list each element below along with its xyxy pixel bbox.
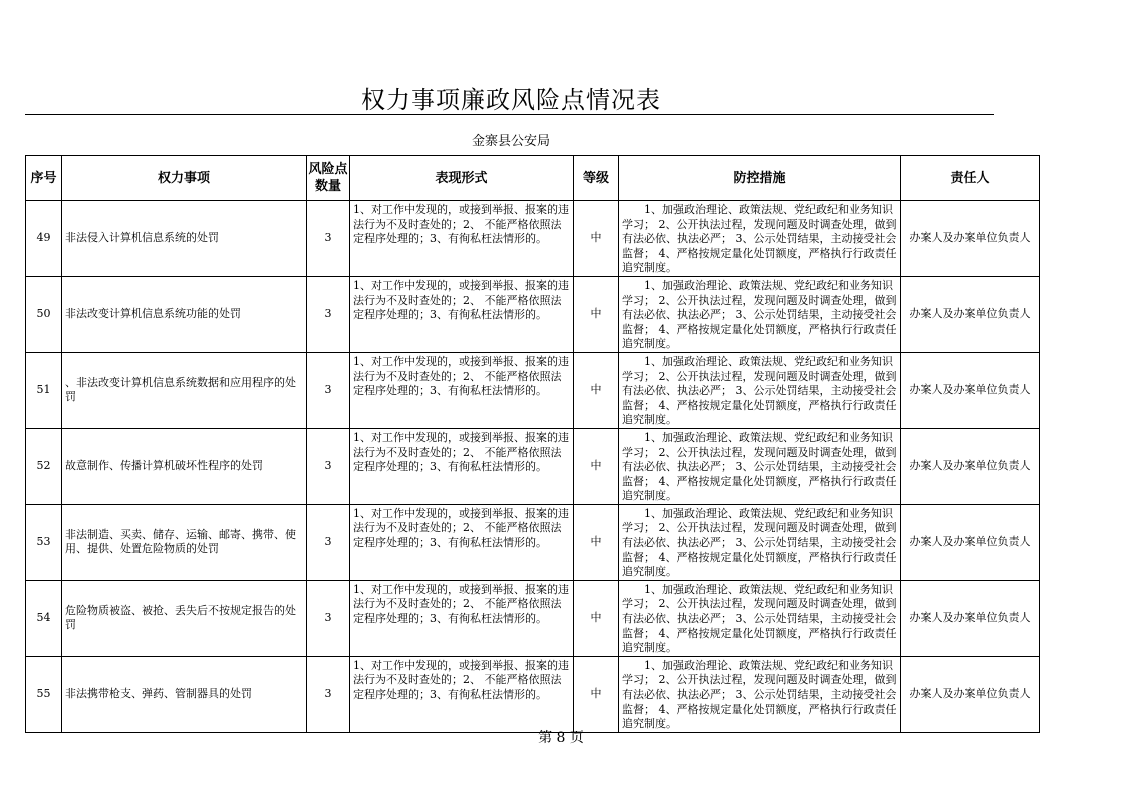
cell-form [350,656,574,732]
cell-control [619,276,901,352]
header-level: 等级 [574,156,619,201]
cell-control-text: 1、加强政治理论、政策法规、党纪政纪和业务知识学习； 2、公开执法过程，发现问题及时调查处理，做到有法必依、执法必严； 3、公示处罚结果，主动接受社会监督； 4、严格按规定量化处罚额度，严格执行行政责任追究制度。 [622,203,897,275]
cell-form [350,428,574,504]
cell-form-text: 1、对工作中发现的，或接到举报、报案的违法行为不及时查处的；2、 不能严格依照法定程序处理的；3、有徇私枉法情形的。 [353,430,569,474]
cell-item: 非法携带枪支、弹药、管制器具的处罚 [62,656,307,732]
header-risk-line1: 风险点 [308,162,348,177]
cell-item: 非法侵入计算机信息系统的处罚 [62,201,307,277]
page-title: 权力事项廉政风险点情况表 [361,86,661,114]
cell-form-text: 1、对工作中发现的，或接到举报、报案的违法行为不及时查处的；2、 不能严格依照法定程序处理的；3、有徇私枉法情形的。 [353,582,569,626]
table-body [26,201,1040,733]
cell-person: 办案人及办案单位负责人 [901,504,1040,580]
cell-num: 53 [26,504,62,580]
header-person: 责任人 [901,156,1040,201]
cell-num: 54 [26,580,62,656]
cell-person: 办案人及办案单位负责人 [901,276,1040,352]
header-num: 序号 [26,156,62,201]
cell-level: 中 [574,580,619,656]
cell-form [350,352,574,428]
cell-control-text: 1、加强政治理论、政策法规、党纪政纪和业务知识学习； 2、公开执法过程，发现问题及时调查处理，做到有法必依、执法必严； 3、公示处罚结果，主动接受社会监督； 4、严格按规定量化处罚额度，严格执行行政责任追究制度。 [622,354,897,427]
cell-item: 、非法改变计算机信息系统数据和应用程序的处罚 [62,352,307,428]
cell-control-text: 1、加强政治理论、政策法规、党纪政纪和业务知识学习； 2、公开执法过程，发现问题及时调查处理，做到有法必依、执法必严； 3、公示处罚结果，主动接受社会监督； 4、严格按规定量化处罚额度，严格执行行政责任追究制度。 [622,582,897,655]
cell-control-text: 1、加强政治理论、政策法规、党纪政纪和业务知识学习； 2、公开执法过程，发现问题及时调查处理，做到有法必依、执法必严； 3、公示处罚结果，主动接受社会监督； 4、严格按规定量化处罚额度，严格执行行政责任追究制度。 [622,430,897,503]
cell-num: 49 [26,201,62,277]
table-row [26,276,1040,352]
cell-control [619,201,901,277]
cell-num: 52 [26,428,62,504]
cell-risk-count: 3 [307,428,350,504]
header-control: 防控措施 [619,156,901,201]
cell-control [619,580,901,656]
cell-person: 办案人及办案单位负责人 [901,656,1040,732]
page-number: 第 8 页 [538,730,584,746]
cell-form [350,201,574,277]
cell-level: 中 [574,504,619,580]
cell-person: 办案人及办案单位负责人 [901,580,1040,656]
cell-person: 办案人及办案单位负责人 [901,428,1040,504]
cell-form-text: 1、对工作中发现的，或接到举报、报案的违法行为不及时查处的；2、 不能严格依照法定程序处理的；3、有徇私枉法情形的。 [353,203,569,246]
cell-item: 非法改变计算机信息系统功能的处罚 [62,276,307,352]
cell-control-text: 1、加强政治理论、政策法规、党纪政纪和业务知识学习； 2、公开执法过程，发现问题及时调查处理，做到有法必依、执法必严； 3、公示处罚结果，主动接受社会监督； 4、严格按规定量化处罚额度，严格执行行政责任追究制度。 [622,506,897,579]
cell-num: 55 [26,656,62,732]
header-form: 表现形式 [350,156,574,201]
table-row [26,504,1040,580]
title-underline [25,114,994,115]
table-header [26,156,1040,201]
cell-level: 中 [574,201,619,277]
cell-level: 中 [574,352,619,428]
header-risk-line2: 数量 [314,179,341,194]
page-subtitle: 金寨县公安局 [471,134,550,149]
cell-num: 50 [26,276,62,352]
cell-level: 中 [574,656,619,732]
cell-person: 办案人及办案单位负责人 [901,352,1040,428]
cell-item: 非法制造、买卖、储存、运输、邮寄、携带、使用、提供、处置危险物质的处罚 [62,504,307,580]
cell-level: 中 [574,276,619,352]
cell-control [619,352,901,428]
cell-control-text: 1、加强政治理论、政策法规、党纪政纪和业务知识学习； 2、公开执法过程，发现问题及时调查处理，做到有法必依、执法必严； 3、公示处罚结果，主动接受社会监督； 4、严格按规定量化处罚额度，严格执行行政责任追究制度。 [622,658,897,731]
cell-person: 办案人及办案单位负责人 [901,201,1040,277]
cell-risk-count: 3 [307,276,350,352]
table-row [26,352,1040,428]
cell-risk-count: 3 [307,580,350,656]
table-row [26,428,1040,504]
cell-control-text: 1、加强政治理论、政策法规、党纪政纪和业务知识学习； 2、公开执法过程，发现问题及时调查处理，做到有法必依、执法必严； 3、公示处罚结果，主动接受社会监督； 4、严格按规定量化处罚额度，严格执行行政责任追究制度。 [622,278,897,351]
cell-form-text: 1、对工作中发现的，或接到举报、报案的违法行为不及时查处的；2、 不能严格依照法定程序处理的；3、有徇私枉法情形的。 [353,354,569,398]
cell-risk-count: 3 [307,656,350,732]
table-row [26,656,1040,732]
header-risk-count [307,156,350,201]
cell-risk-count: 3 [307,201,350,277]
cell-level: 中 [574,428,619,504]
cell-form-text: 1、对工作中发现的，或接到举报、报案的违法行为不及时查处的；2、 不能严格依照法定程序处理的；3、有徇私枉法情形的。 [353,506,569,550]
cell-form [350,276,574,352]
cell-item: 故意制作、传播计算机破坏性程序的处罚 [62,428,307,504]
cell-form-text: 1、对工作中发现的，或接到举报、报案的违法行为不及时查处的；2、 不能严格依照法定程序处理的；3、有徇私枉法情形的。 [353,278,569,322]
cell-item: 危险物质被盗、被抢、丢失后不按规定报告的处罚 [62,580,307,656]
cell-control [619,504,901,580]
table-row [26,580,1040,656]
cell-control [619,656,901,732]
cell-form-text: 1、对工作中发现的，或接到举报、报案的违法行为不及时查处的；2、 不能严格依照法定程序处理的；3、有徇私枉法情形的。 [353,658,569,701]
cell-risk-count: 3 [307,352,350,428]
cell-form [350,580,574,656]
risk-table [25,155,1040,733]
cell-num: 51 [26,352,62,428]
cell-control [619,428,901,504]
cell-risk-count: 3 [307,504,350,580]
table-row [26,201,1040,277]
header-item: 权力事项 [62,156,307,201]
cell-form [350,504,574,580]
